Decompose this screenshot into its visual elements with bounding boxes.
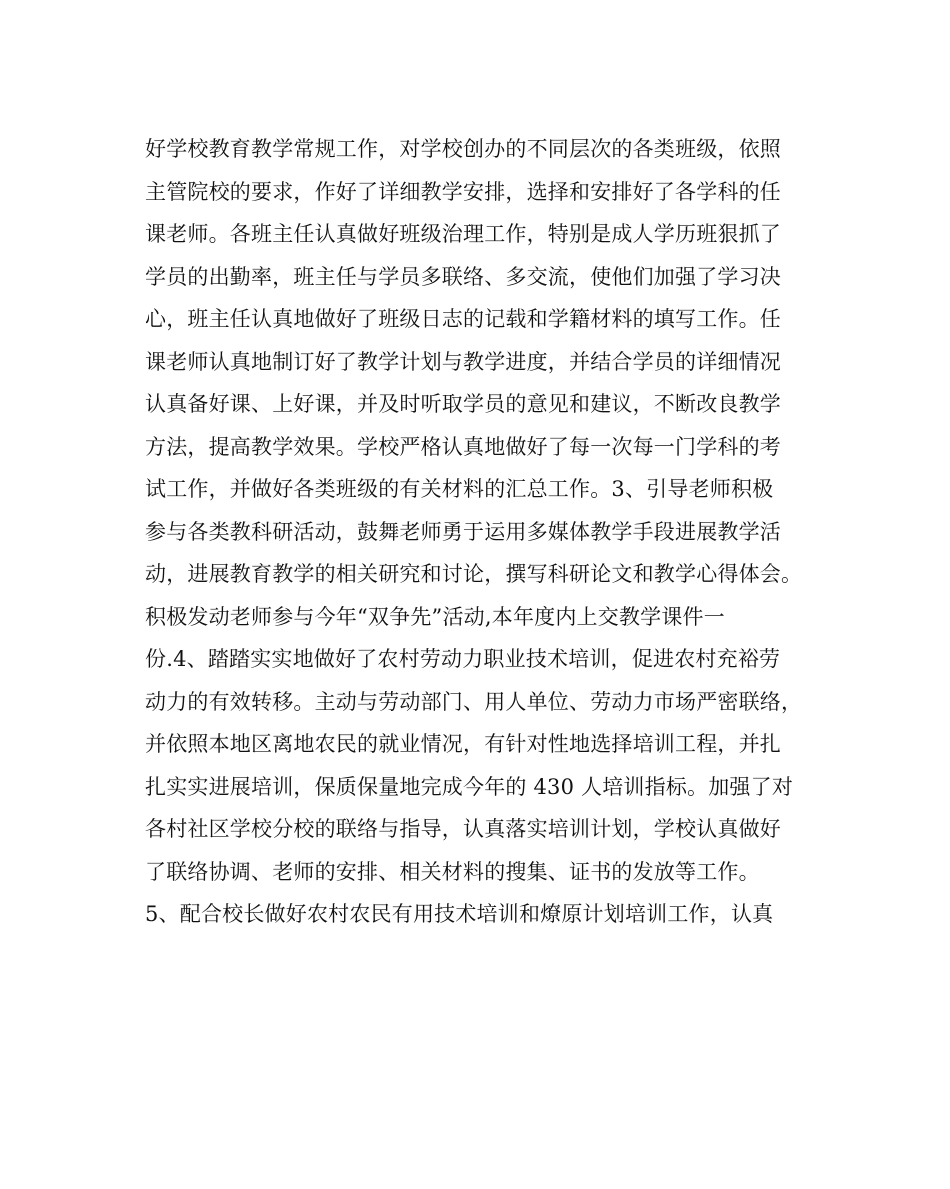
text-line: 参与各类教科研活动，鼓舞老师勇于运用多媒体教学手段进展教学活 [145, 519, 781, 544]
body-text [145, 128, 825, 936]
text-line: 认真备好课、上好课，并及时听取学员的意见和建议，不断改良教学 [145, 392, 781, 416]
text-line: 动力的有效转移。主动与劳动部门、用人单位、劳动力市场严密联络， [145, 689, 803, 714]
text-line: 好学校教育教学常规工作，对学校创办的不同层次的各类班级，依照 [145, 137, 781, 161]
text-line: 积极发动老师参与今年“双争先”活动,本年度内上交教学课件一 [145, 604, 725, 629]
text-line: 学员的出勤率，班主任与学员多联络、多交流，使他们加强了学习决 [145, 264, 781, 289]
text-line: 了联络协调、老师的安排、相关材料的搜集、证书的发放等工作。 [145, 859, 760, 884]
text-line: 扎实实进展培训，保质保量地完成今年的 430 人培训指标。加强了对 [145, 774, 794, 799]
text-line: 动，进展教育教学的相关研究和讨论，撰写科研论文和教学心得体会。 [145, 562, 803, 586]
text-line: 并依照本地区离地农民的就业情况，有针对性地选择培训工程，并扎 [145, 732, 781, 756]
text-line: 心，班主任认真地做好了班级日志的记载和学籍材料的填写工作。任 [145, 307, 781, 331]
text-line: 方法，提高教学效果。学校严格认真地做好了每一次每一门学科的考 [145, 434, 781, 459]
text-line: 份.4、踏踏实实地做好了农村劳动力职业技术培训，促进农村充裕劳 [145, 647, 781, 671]
text-line: 课老师认真地制订好了教学计划与教学进度，并结合学员的详细情况 [145, 349, 781, 374]
text-line: 各村社区学校分校的联络与指导，认真落实培训计划，学校认真做好 [145, 817, 781, 841]
text-line: 试工作，并做好各类班级的有关材料的汇总工作。3、引导老师积极 [145, 477, 774, 501]
text-line: 主管院校的要求，作好了详细教学安排，选择和安排好了各学科的任 [145, 179, 781, 204]
text-line: 课老师。各班主任认真做好班级治理工作，特别是成人学历班狠抓了 [145, 222, 781, 246]
text-line: 5、配合校长做好农村农民有用技术培训和燎原计划培训工作，认真 [145, 902, 774, 926]
